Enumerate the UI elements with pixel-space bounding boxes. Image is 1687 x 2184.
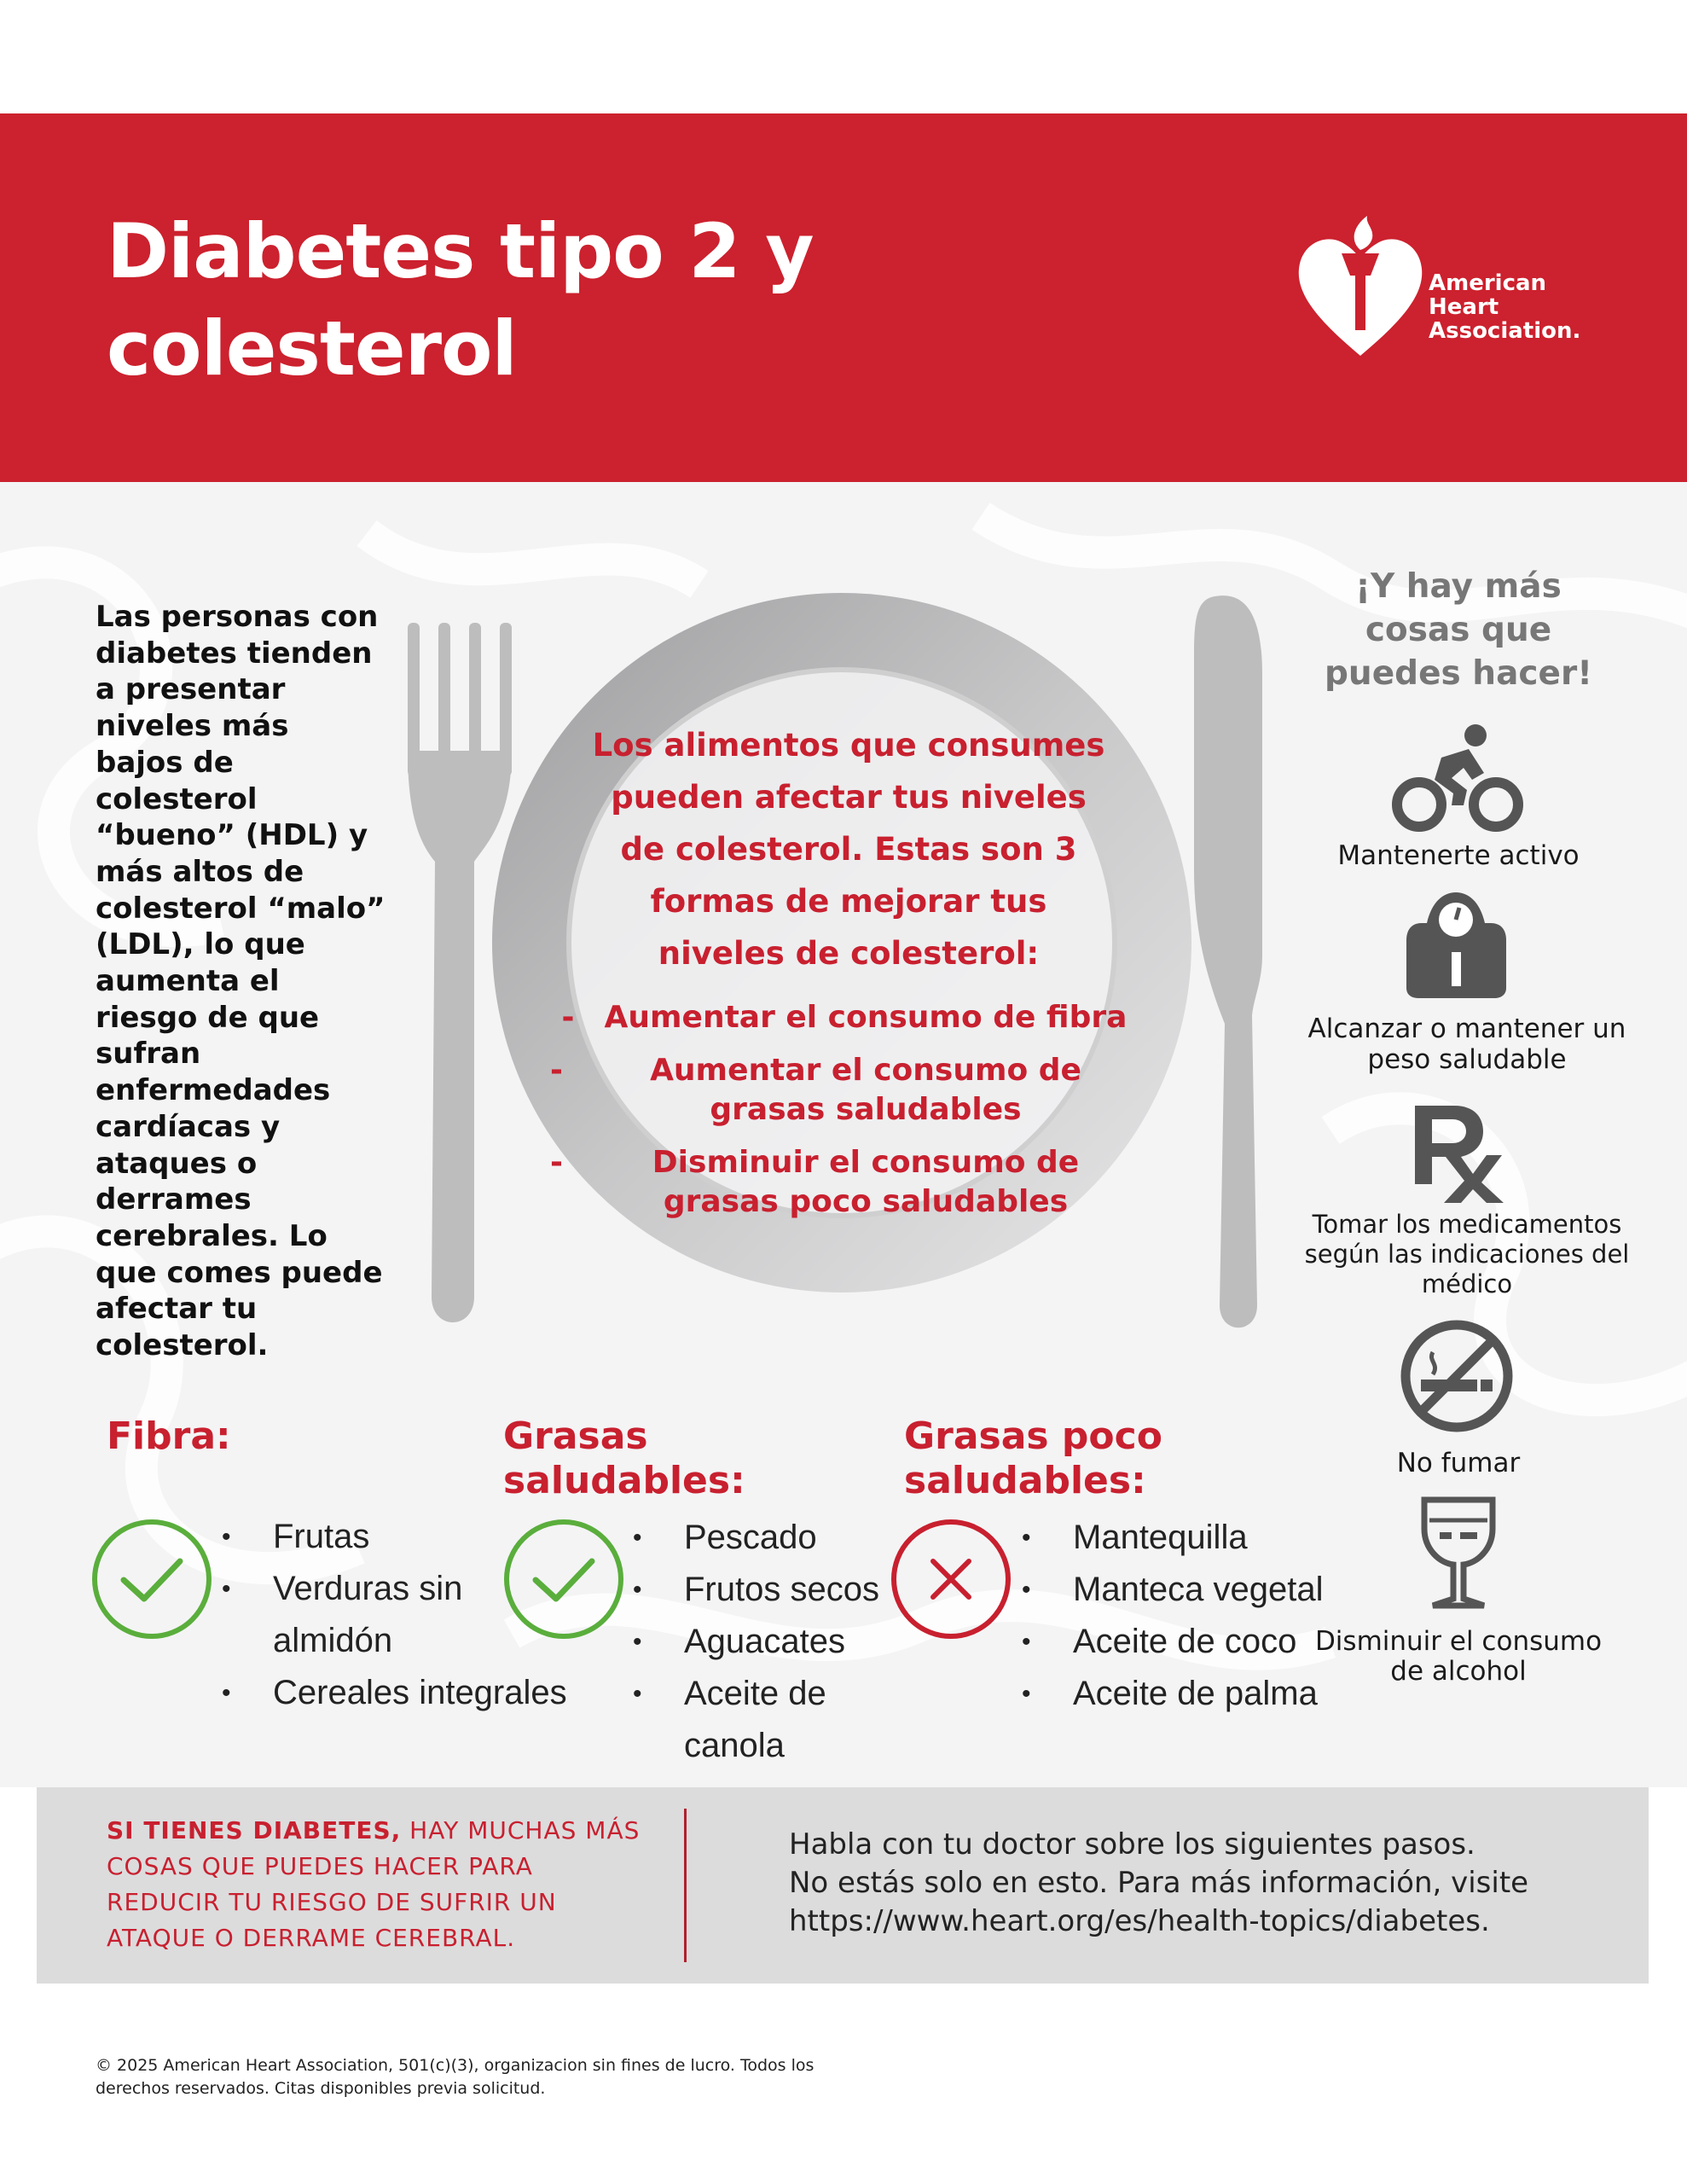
plate-item-grasas-saludables: Aumentar el consumo de grasas saludables	[650, 1053, 1081, 1127]
page-title-line-1: Diabetes tipo 2 y	[107, 207, 814, 295]
rx-icon	[1412, 1102, 1505, 1205]
dash-bullet: -	[561, 1000, 575, 1035]
plate-item-fibra: Aumentar el consumo de fibra	[604, 1000, 1128, 1035]
plate-list-item	[529, 998, 1160, 1037]
grasas-poco-saludables-heading: Grasas poco saludables:	[904, 1414, 1162, 1502]
list-item: • Aceite de canola	[633, 1668, 923, 1772]
bar-left-text	[107, 1813, 652, 1956]
bicycle-icon	[1390, 723, 1527, 834]
list-item: • Aceite de coco	[1022, 1616, 1363, 1668]
list-item: • Pescado	[633, 1512, 923, 1564]
intro-paragraph: Las personas con diabetes tienden a presentar niveles más bajos de colesterol “bueno” (HDL) y más altos de colesterol “malo” (LDL), lo que aumenta el riesgo de que sufran enfermedades cardíacas y ataques o derrames cerebrales. Lo que comes puede afectar tu colesterol.	[96, 600, 386, 1363]
right-label-no-fumar: No fumar	[1396, 1448, 1521, 1478]
grasas-saludables-heading: Grasas saludables:	[503, 1414, 745, 1502]
knife-icon	[1194, 595, 1262, 1327]
plate-list-item	[529, 1143, 1160, 1222]
list-item: • Frutas	[222, 1511, 580, 1563]
copyright-footer	[96, 2054, 829, 2100]
plate-ways-list	[529, 998, 1160, 1235]
dash-bullet: -	[550, 1053, 563, 1088]
logo-line-2: Heart	[1429, 294, 1499, 320]
list-item: • Aguacates	[633, 1616, 923, 1668]
right-label-medicamentos: Tomar los medicamentos según las indicaciones del médico	[1304, 1210, 1630, 1298]
check-icon	[90, 1517, 214, 1641]
list-item: • Aceite de palma	[1022, 1668, 1363, 1720]
list-item: • Cereales integrales	[222, 1667, 580, 1719]
wine-glass-icon	[1416, 1495, 1501, 1614]
plate-list-item	[529, 1051, 1160, 1130]
bar-left-bold: SI TIENES DIABETES,	[107, 1816, 402, 1844]
list-item: • Frutos secos	[633, 1564, 923, 1616]
cross-icon	[889, 1517, 1013, 1641]
scale-icon	[1403, 889, 1510, 1000]
page-title-line-2: colesterol	[107, 305, 517, 392]
logo-line-1: American	[1429, 270, 1547, 296]
page-title	[107, 203, 1173, 398]
bar-left-rest: HAY MUCHAS MÁS COSAS QUE PUEDES HACER PARA REDUCIR TU RIESGO DE SUFRIR UN ATAQUE O DERRAME CEREBRAL.	[107, 1816, 641, 1952]
fibra-heading: Fibra:	[107, 1414, 231, 1458]
list-item: • Verduras sin almidón	[222, 1563, 580, 1667]
aha-logo-text	[1429, 271, 1580, 343]
bar-right-line-2: No estás solo en esto. Para más información, visite	[789, 1866, 1529, 1900]
plate-intro-text: Los alimentos que consumes pueden afectar tus niveles de colesterol. Estas son 3 formas de mejorar tus niveles de colesterol:	[592, 727, 1105, 972]
right-label-alcohol: Disminuir el consumo de alcohol	[1314, 1626, 1603, 1687]
bar-right-link[interactable]: https://www.heart.org/es/health-topics/diabetes.	[789, 1904, 1490, 1938]
no-smoking-icon	[1399, 1318, 1515, 1434]
bar-right-text	[789, 1826, 1599, 1941]
right-label-activo: Mantenerte activo	[1337, 840, 1580, 871]
more-things-title: ¡Y hay más cosas que puedes hacer!	[1325, 567, 1592, 693]
footer-line-2: derechos reservados. Citas disponibles previa solicitud.	[96, 2079, 546, 2098]
bar-divider	[684, 1809, 687, 1962]
grasas-saludables-list	[633, 1512, 923, 1772]
logo-line-3: Association.	[1429, 318, 1581, 344]
footer-line-1: © 2025 American Heart Association, 501(c)(3), organizacion sin fines de lucro. Todos los	[96, 2056, 815, 2075]
plate-item-grasas-poco-saludables: Disminuir el consumo de grasas poco saludables	[652, 1145, 1080, 1219]
list-item: • Manteca vegetal	[1022, 1564, 1363, 1616]
list-item: • Mantequilla	[1022, 1512, 1363, 1564]
check-icon	[501, 1517, 626, 1641]
right-label-peso: Alcanzar o mantener un peso saludable	[1307, 1014, 1626, 1075]
grasas-poco-saludables-list	[1022, 1512, 1363, 1720]
bar-right-line-1: Habla con tu doctor sobre los siguientes pasos.	[789, 1827, 1475, 1862]
dash-bullet: -	[550, 1145, 563, 1180]
